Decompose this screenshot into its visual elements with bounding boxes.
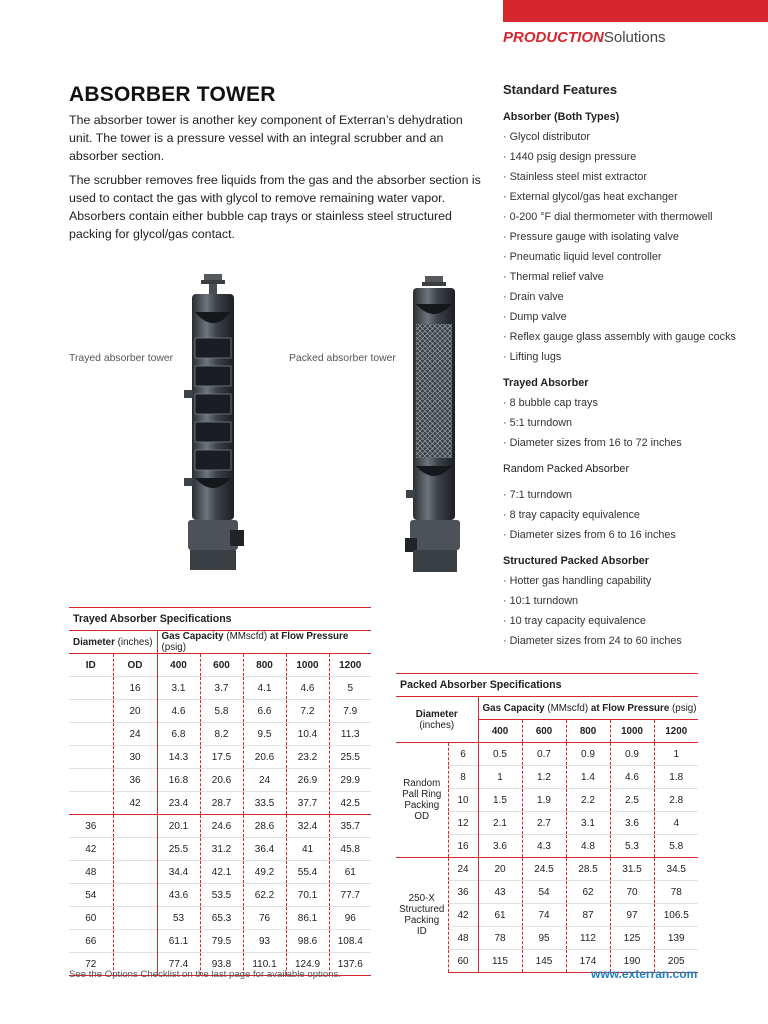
capacity-label: Gas Capacity — [161, 631, 224, 642]
capacity-cell: 20.1 — [157, 815, 200, 838]
table-row — [69, 792, 371, 815]
capacity-cell: 53.5 — [200, 884, 243, 907]
capacity-cell: 62.2 — [243, 884, 286, 907]
col-header-600: 600 — [200, 654, 243, 677]
capacity-cell: 0.9 — [610, 743, 654, 766]
od-cell — [113, 815, 157, 838]
col-header-1200: 1200 — [654, 720, 698, 743]
od-cell — [113, 884, 157, 907]
feature-item: · 10 tray capacity equivalence — [503, 611, 763, 631]
capacity-cell: 174 — [566, 950, 610, 973]
table-row — [396, 858, 698, 881]
capacity-cell: 95 — [522, 927, 566, 950]
features-title: Standard Features — [503, 82, 618, 97]
id-cell — [69, 700, 113, 723]
capacity-cell: 1.8 — [654, 766, 698, 789]
capacity-cell: 28.5 — [566, 858, 610, 881]
capacity-cell: 10.4 — [286, 723, 329, 746]
feature-item: · Diameter sizes from 16 to 72 inches — [503, 433, 763, 453]
feature-group-random-packed — [503, 459, 763, 545]
packing-type-label-line: Random — [403, 778, 441, 789]
id-cell: 72 — [69, 953, 113, 976]
capacity-cell: 1 — [478, 766, 522, 789]
capacity-cell: 0.7 — [522, 743, 566, 766]
capacity-cell: 20.6 — [243, 746, 286, 769]
capacity-cell: 2.7 — [522, 812, 566, 835]
feature-item: · Lifting lugs — [503, 347, 763, 367]
capacity-cell: 190 — [610, 950, 654, 973]
trayed-table-body — [69, 677, 371, 976]
capacity-cell: 125 — [610, 927, 654, 950]
packed-spec-table — [396, 673, 698, 973]
capacity-cell: 65.3 — [200, 907, 243, 930]
feature-item: · 10:1 turndown — [503, 591, 763, 611]
capacity-cell: 0.5 — [478, 743, 522, 766]
capacity-cell: 2.2 — [566, 789, 610, 812]
id-cell: 36 — [69, 815, 113, 838]
capacity-cell: 34.5 — [654, 858, 698, 881]
col-header-1200: 1200 — [329, 654, 371, 677]
capacity-cell: 77.4 — [157, 953, 200, 976]
col-header-400: 400 — [478, 720, 522, 743]
id-cell: 54 — [69, 884, 113, 907]
feature-item: · 8 bubble cap trays — [503, 393, 763, 413]
diameter-cell: 8 — [448, 766, 478, 789]
standard-features — [503, 82, 763, 657]
packing-type-label — [396, 858, 448, 973]
col-header-600: 600 — [522, 720, 566, 743]
capacity-cell: 20 — [478, 858, 522, 881]
table-row — [69, 884, 371, 907]
capacity-cell: 3.6 — [610, 812, 654, 835]
brand-logo — [503, 29, 666, 46]
feature-item: · Dump valve — [503, 307, 763, 327]
trayed-tower-illustration — [178, 272, 248, 574]
capacity-cell: 29.9 — [329, 769, 371, 792]
table-row — [69, 907, 371, 930]
capacity-cell: 45.8 — [329, 838, 371, 861]
capacity-cell: 43.6 — [157, 884, 200, 907]
diameter-label: Diameter — [73, 636, 115, 648]
feature-group-title: Structured Packed Absorber — [503, 555, 650, 567]
col-header-800: 800 — [243, 654, 286, 677]
capacity-cell: 42.5 — [329, 792, 371, 815]
packing-type-label-line: Pall Ring — [402, 789, 442, 800]
capacity-cell: 87 — [566, 904, 610, 927]
trayed-capacity-header — [157, 631, 371, 654]
packed-tower-illustration — [405, 276, 465, 574]
feature-item: · 0-200 °F dial thermometer with thermowell — [503, 207, 763, 227]
capacity-cell: 5.3 — [610, 835, 654, 858]
feature-item: · Reflex gauge glass assembly with gauge cocks — [503, 327, 763, 347]
capacity-cell: 25.5 — [329, 746, 371, 769]
intro-paragraph-2: The scrubber removes free liquids from the gas and the absorber section is used to contact the gas with glycol to remove remaining water vapor. Absorbers contain either bubble cap trays or stainless steel structured packing for glycol/gas contact. — [69, 173, 481, 241]
packed-diameter-header — [396, 697, 478, 743]
id-cell — [69, 792, 113, 815]
col-header-id: ID — [69, 654, 113, 677]
diameter-cell: 36 — [448, 881, 478, 904]
header-accent-bar — [503, 0, 768, 22]
capacity-cell: 1.2 — [522, 766, 566, 789]
capacity-cell: 23.2 — [286, 746, 329, 769]
capacity-cell: 23.4 — [157, 792, 200, 815]
capacity-cell: 137.6 — [329, 953, 371, 976]
capacity-cell: 26.9 — [286, 769, 329, 792]
capacity-cell: 4.8 — [566, 835, 610, 858]
feature-item: · Pneumatic liquid level controller — [503, 247, 763, 267]
capacity-cell: 37.7 — [286, 792, 329, 815]
capacity-cell: 24 — [243, 769, 286, 792]
capacity-cell: 3.1 — [566, 812, 610, 835]
capacity-cell: 8.2 — [200, 723, 243, 746]
feature-group-title: Trayed Absorber — [503, 377, 589, 389]
packing-type-label-line: Packing — [404, 915, 440, 927]
capacity-cell: 5.8 — [654, 835, 698, 858]
capacity-cell: 4.6 — [157, 700, 200, 723]
id-cell: 42 — [69, 838, 113, 861]
capacity-unit: (MMscfd) — [226, 631, 268, 642]
packed-table-grid — [396, 696, 698, 973]
capacity-cell: 86.1 — [286, 907, 329, 930]
feature-group-title: Absorber (Both Types) — [503, 111, 620, 123]
capacity-cell: 16.8 — [157, 769, 200, 792]
table-row — [69, 815, 371, 838]
capacity-cell: 24.6 — [200, 815, 243, 838]
col-header-800: 800 — [566, 720, 610, 743]
table-row — [69, 838, 371, 861]
capacity-cell: 6.6 — [243, 700, 286, 723]
packed-tower-caption: Packed absorber tower — [289, 353, 396, 364]
capacity-cell: 31.2 — [200, 838, 243, 861]
capacity-cell: 54 — [522, 881, 566, 904]
capacity-cell: 28.7 — [200, 792, 243, 815]
capacity-cell: 106.5 — [654, 904, 698, 927]
diameter-unit: (inches) — [117, 636, 153, 648]
capacity-cell: 7.2 — [286, 700, 329, 723]
capacity-cell: 70 — [610, 881, 654, 904]
capacity-cell: 33.5 — [243, 792, 286, 815]
capacity-cell: 55.4 — [286, 861, 329, 884]
diameter-cell: 16 — [448, 835, 478, 858]
capacity-cell: 79.5 — [200, 930, 243, 953]
capacity-cell: 4 — [654, 812, 698, 835]
capacity-cell: 77.7 — [329, 884, 371, 907]
capacity-cell: 78 — [654, 881, 698, 904]
capacity-cell: 2.8 — [654, 789, 698, 812]
od-cell: 42 — [113, 792, 157, 815]
capacity-cell: 4.3 — [522, 835, 566, 858]
capacity-cell: 3.1 — [157, 677, 200, 700]
capacity-cell: 20.6 — [200, 769, 243, 792]
id-cell — [69, 746, 113, 769]
capacity-cell: 4.1 — [243, 677, 286, 700]
capacity-cell: 5 — [329, 677, 371, 700]
capacity-cell: 49.2 — [243, 861, 286, 884]
capacity-cell: 70.1 — [286, 884, 329, 907]
id-cell — [69, 723, 113, 746]
trayed-table-grid — [69, 630, 371, 976]
capacity-cell: 6.8 — [157, 723, 200, 746]
col-header-1000: 1000 — [286, 654, 329, 677]
capacity-cell: 139 — [654, 927, 698, 950]
id-cell: 66 — [69, 930, 113, 953]
table-row — [69, 677, 371, 700]
feature-group-structured-packed — [503, 551, 763, 651]
diameter-cell: 12 — [448, 812, 478, 835]
capacity-mid: at Flow Pressure — [590, 702, 670, 714]
capacity-cell: 2.1 — [478, 812, 522, 835]
capacity-cell: 9.5 — [243, 723, 286, 746]
table-row — [396, 743, 698, 766]
diameter-cell: 48 — [448, 927, 478, 950]
id-cell — [69, 769, 113, 792]
feature-item: · 7:1 turndown — [503, 485, 763, 505]
capacity-cell: 2.5 — [610, 789, 654, 812]
capacity-cell: 43 — [478, 881, 522, 904]
id-cell — [69, 677, 113, 700]
trayed-diameter-header — [69, 631, 157, 654]
feature-item: · 8 tray capacity equivalence — [503, 505, 763, 525]
capacity-unit: (MMscfd) — [547, 702, 589, 714]
od-cell: 30 — [113, 746, 157, 769]
capacity-cell: 78 — [478, 927, 522, 950]
diameter-unit: (inches) — [419, 719, 455, 731]
packing-type-label-line: Packing — [404, 800, 440, 811]
col-header-1000: 1000 — [610, 720, 654, 743]
diameter-cell: 60 — [448, 950, 478, 973]
capacity-unit-2: (psig) — [672, 702, 697, 714]
od-cell — [113, 861, 157, 884]
capacity-cell: 4.6 — [610, 766, 654, 789]
table-row — [69, 930, 371, 953]
table-row — [69, 769, 371, 792]
capacity-cell: 61.1 — [157, 930, 200, 953]
capacity-cell: 96 — [329, 907, 371, 930]
capacity-cell: 7.9 — [329, 700, 371, 723]
feature-item: · Stainless steel mist extractor — [503, 167, 763, 187]
table-row — [69, 746, 371, 769]
footer-note: See the Options Checklist on the last page for available options. — [69, 969, 341, 980]
capacity-cell: 108.4 — [329, 930, 371, 953]
col-header-od: OD — [113, 654, 157, 677]
capacity-cell: 0.9 — [566, 743, 610, 766]
col-header-400: 400 — [157, 654, 200, 677]
capacity-cell: 98.6 — [286, 930, 329, 953]
diameter-cell: 42 — [448, 904, 478, 927]
packing-type-label-line: ID — [416, 926, 427, 938]
intro-text — [69, 111, 489, 249]
capacity-cell: 124.9 — [286, 953, 329, 976]
capacity-cell: 112 — [566, 927, 610, 950]
od-cell: 36 — [113, 769, 157, 792]
capacity-cell: 36.4 — [243, 838, 286, 861]
od-cell: 20 — [113, 700, 157, 723]
diameter-cell: 10 — [448, 789, 478, 812]
trayed-spec-table — [69, 607, 371, 976]
feature-item: · Diameter sizes from 6 to 16 inches — [503, 525, 763, 545]
capacity-cell: 28.6 — [243, 815, 286, 838]
feature-item: · Hotter gas handling capability — [503, 571, 763, 591]
capacity-cell: 76 — [243, 907, 286, 930]
od-cell: 16 — [113, 677, 157, 700]
capacity-cell: 93.8 — [200, 953, 243, 976]
brand-light-text: Solutions — [603, 29, 666, 46]
capacity-label: Gas Capacity — [482, 702, 545, 714]
capacity-cell: 1.4 — [566, 766, 610, 789]
id-cell: 48 — [69, 861, 113, 884]
capacity-cell: 1 — [654, 743, 698, 766]
capacity-cell: 25.5 — [157, 838, 200, 861]
packing-type-label-line: OD — [414, 811, 430, 822]
capacity-cell: 53 — [157, 907, 200, 930]
footer-url-link[interactable]: www.exterran.com — [591, 967, 698, 981]
feature-item: · Diameter sizes from 24 to 60 inches — [503, 631, 763, 651]
capacity-cell: 42.1 — [200, 861, 243, 884]
capacity-cell: 3.7 — [200, 677, 243, 700]
od-cell — [113, 930, 157, 953]
capacity-cell: 17.5 — [200, 746, 243, 769]
capacity-cell: 5.8 — [200, 700, 243, 723]
capacity-cell: 62 — [566, 881, 610, 904]
feature-item: · 5:1 turndown — [503, 413, 763, 433]
feature-group-both — [503, 107, 763, 367]
page-title: ABSORBER TOWER — [69, 83, 276, 106]
capacity-cell: 205 — [654, 950, 698, 973]
packed-capacity-header — [478, 697, 698, 720]
diameter-cell: 6 — [448, 743, 478, 766]
capacity-cell: 61 — [478, 904, 522, 927]
diameter-label: Diameter — [415, 708, 458, 720]
packing-type-label — [396, 743, 448, 858]
id-cell: 60 — [69, 907, 113, 930]
capacity-cell: 24.5 — [522, 858, 566, 881]
capacity-cell: 35.7 — [329, 815, 371, 838]
capacity-cell: 41 — [286, 838, 329, 861]
packed-table-title: Packed Absorber Specifications — [396, 673, 698, 696]
feature-item: · External glycol/gas heat exchanger — [503, 187, 763, 207]
capacity-cell: 115 — [478, 950, 522, 973]
table-row — [69, 700, 371, 723]
capacity-unit-2: (psig) — [161, 642, 186, 653]
feature-group-title: Random Packed Absorber — [503, 463, 630, 475]
feature-item: · Thermal relief valve — [503, 267, 763, 287]
diameter-cell: 24 — [448, 858, 478, 881]
od-cell — [113, 907, 157, 930]
intro-paragraph-1: The absorber tower is another key component of Exterran’s dehydration unit. The tower is a pressure vessel with an integral scrubber and an absorber section. — [69, 113, 463, 163]
capacity-cell: 145 — [522, 950, 566, 973]
capacity-cell: 74 — [522, 904, 566, 927]
capacity-cell: 97 — [610, 904, 654, 927]
capacity-cell: 3.6 — [478, 835, 522, 858]
capacity-cell: 11.3 — [329, 723, 371, 746]
trayed-table-title: Trayed Absorber Specifications — [69, 607, 371, 630]
capacity-cell: 14.3 — [157, 746, 200, 769]
capacity-cell: 34.4 — [157, 861, 200, 884]
feature-item: · Glycol distributor — [503, 127, 763, 147]
feature-item: · 1440 psig design pressure — [503, 147, 763, 167]
capacity-cell: 1.9 — [522, 789, 566, 812]
od-cell — [113, 838, 157, 861]
packed-table-body — [396, 743, 698, 973]
capacity-cell: 61 — [329, 861, 371, 884]
capacity-cell: 110.1 — [243, 953, 286, 976]
od-cell: 24 — [113, 723, 157, 746]
capacity-mid: at Flow Pressure — [269, 631, 349, 642]
feature-item: · Pressure gauge with isolating valve — [503, 227, 763, 247]
capacity-cell: 4.6 — [286, 677, 329, 700]
capacity-cell: 93 — [243, 930, 286, 953]
packing-type-label-line: 250-X — [408, 893, 435, 905]
feature-item: · Drain valve — [503, 287, 763, 307]
brand-bold-text: PRODUCTION — [503, 29, 604, 46]
packing-type-label-line: Structured — [399, 904, 445, 916]
capacity-cell: 31.5 — [610, 858, 654, 881]
feature-group-trayed — [503, 373, 763, 453]
table-row — [69, 723, 371, 746]
capacity-cell: 1.5 — [478, 789, 522, 812]
trayed-tower-caption: Trayed absorber tower — [69, 353, 174, 364]
table-row — [69, 861, 371, 884]
capacity-cell: 32.4 — [286, 815, 329, 838]
